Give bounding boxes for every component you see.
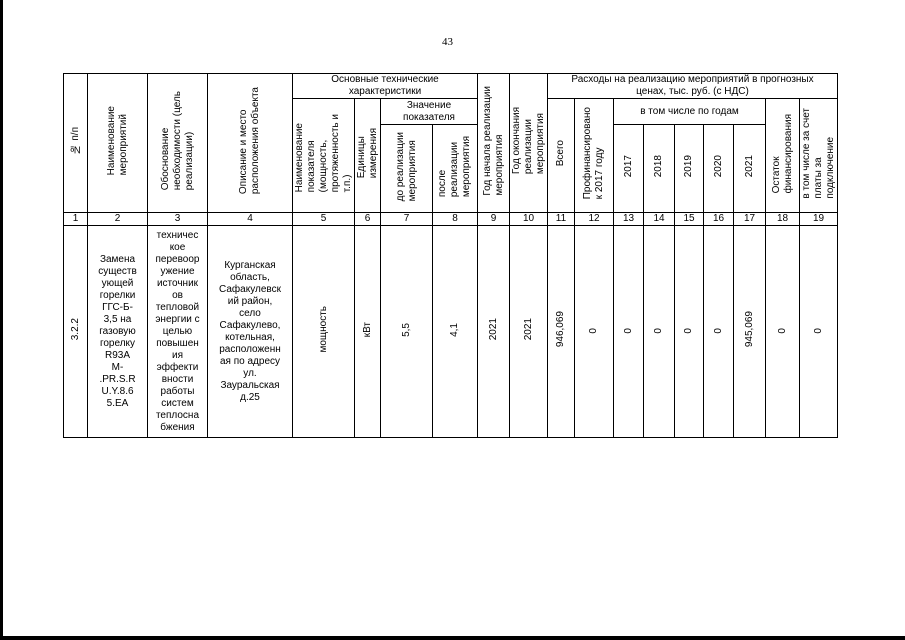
investment-table <box>63 73 838 438</box>
total-cost: 946,069 <box>548 226 575 438</box>
year-end: 2021 <box>510 226 548 438</box>
page-number: 43 <box>442 36 453 48</box>
header-tech-characteristics: Основные технические характеристики <box>293 74 478 99</box>
column-number: 15 <box>675 213 704 226</box>
cost-2021: 945,069 <box>734 226 766 438</box>
header-year-start: Год начала реализации мероприятия <box>478 74 510 213</box>
header-year-end: Год окончания реализации мероприятия <box>510 74 548 213</box>
header-indicator-name: Наименование показателя (мощность, протяженность и т.п.) <box>293 99 355 213</box>
column-number: 8 <box>433 213 478 226</box>
column-number: 4 <box>208 213 293 226</box>
column-number: 11 <box>548 213 575 226</box>
cost-2019: 0 <box>675 226 704 438</box>
header-by-years: в том числе по годам <box>614 99 766 125</box>
column-number-row <box>64 213 838 226</box>
column-number: 7 <box>381 213 433 226</box>
year-start: 2021 <box>478 226 510 438</box>
cost-2020: 0 <box>704 226 734 438</box>
column-number: 16 <box>704 213 734 226</box>
header-justification: Обоснование необходимости (цель реализации) <box>148 74 208 213</box>
column-number: 2 <box>88 213 148 226</box>
header-connection-fee: в том числе за счет платы за подключение <box>800 99 838 213</box>
column-number: 18 <box>766 213 800 226</box>
header-after: после реализации мероприятия <box>433 125 478 213</box>
column-number: 6 <box>355 213 381 226</box>
header-year-2017: 2017 <box>614 125 644 213</box>
header-unit: Единицы измерения <box>355 99 381 213</box>
column-number: 13 <box>614 213 644 226</box>
location: Курганская область, Сафакулевск ий район, село Сафакулево, котельная, расположенн ая по адресу ул. Зауральская д.25 <box>208 226 293 438</box>
header-year-2020: 2020 <box>704 125 734 213</box>
header-event-name: Наименование мероприятий <box>88 74 148 213</box>
connection-fee: 0 <box>800 226 838 438</box>
table-row <box>64 226 838 438</box>
column-number: 10 <box>510 213 548 226</box>
cost-2017: 0 <box>614 226 644 438</box>
column-number: 19 <box>800 213 838 226</box>
header-location: Описание и место расположения объекта <box>208 74 293 213</box>
column-number: 14 <box>644 213 675 226</box>
header-number: № п/п <box>64 74 88 213</box>
header-year-2019: 2019 <box>675 125 704 213</box>
column-number: 12 <box>575 213 614 226</box>
header-before: до реализации мероприятия <box>381 125 433 213</box>
cost-2018: 0 <box>644 226 675 438</box>
scan-edge-left <box>0 0 3 640</box>
event-name: Замена существ ующей горелки ГГС-Б- 3,5 на газовую горелку R93A M- .PR.S.R U.Y.8.6 5.EA <box>88 226 148 438</box>
header-total: Всего <box>548 99 575 213</box>
header-costs: Расходы на реализацию мероприятий в прогнозных ценах, тыс. руб. (с НДС) <box>548 74 838 99</box>
column-number: 3 <box>148 213 208 226</box>
column-number: 9 <box>478 213 510 226</box>
indicator-name: мощность <box>293 226 355 438</box>
header-year-2021: 2021 <box>734 125 766 213</box>
row-number: 3.2.2 <box>64 226 88 438</box>
column-number: 5 <box>293 213 355 226</box>
column-number: 17 <box>734 213 766 226</box>
justification: техничес кое перевоор ужение источник ов тепловой энергии с целью повышен ия эффекти вности работы систем теплосна бжения <box>148 226 208 438</box>
scan-edge-bottom <box>0 636 905 640</box>
unit: кВт <box>355 226 381 438</box>
financed-2017: 0 <box>575 226 614 438</box>
header-remaining: Остаток финансирования <box>766 99 800 213</box>
value-before: 5,5 <box>381 226 433 438</box>
header-year-2018: 2018 <box>644 125 675 213</box>
column-number: 1 <box>64 213 88 226</box>
remaining-financing: 0 <box>766 226 800 438</box>
header-financed-2017: Профинансировано к 2017 году <box>575 99 614 213</box>
value-after: 4,1 <box>433 226 478 438</box>
header-indicator-value: Значение показателя <box>381 99 478 125</box>
